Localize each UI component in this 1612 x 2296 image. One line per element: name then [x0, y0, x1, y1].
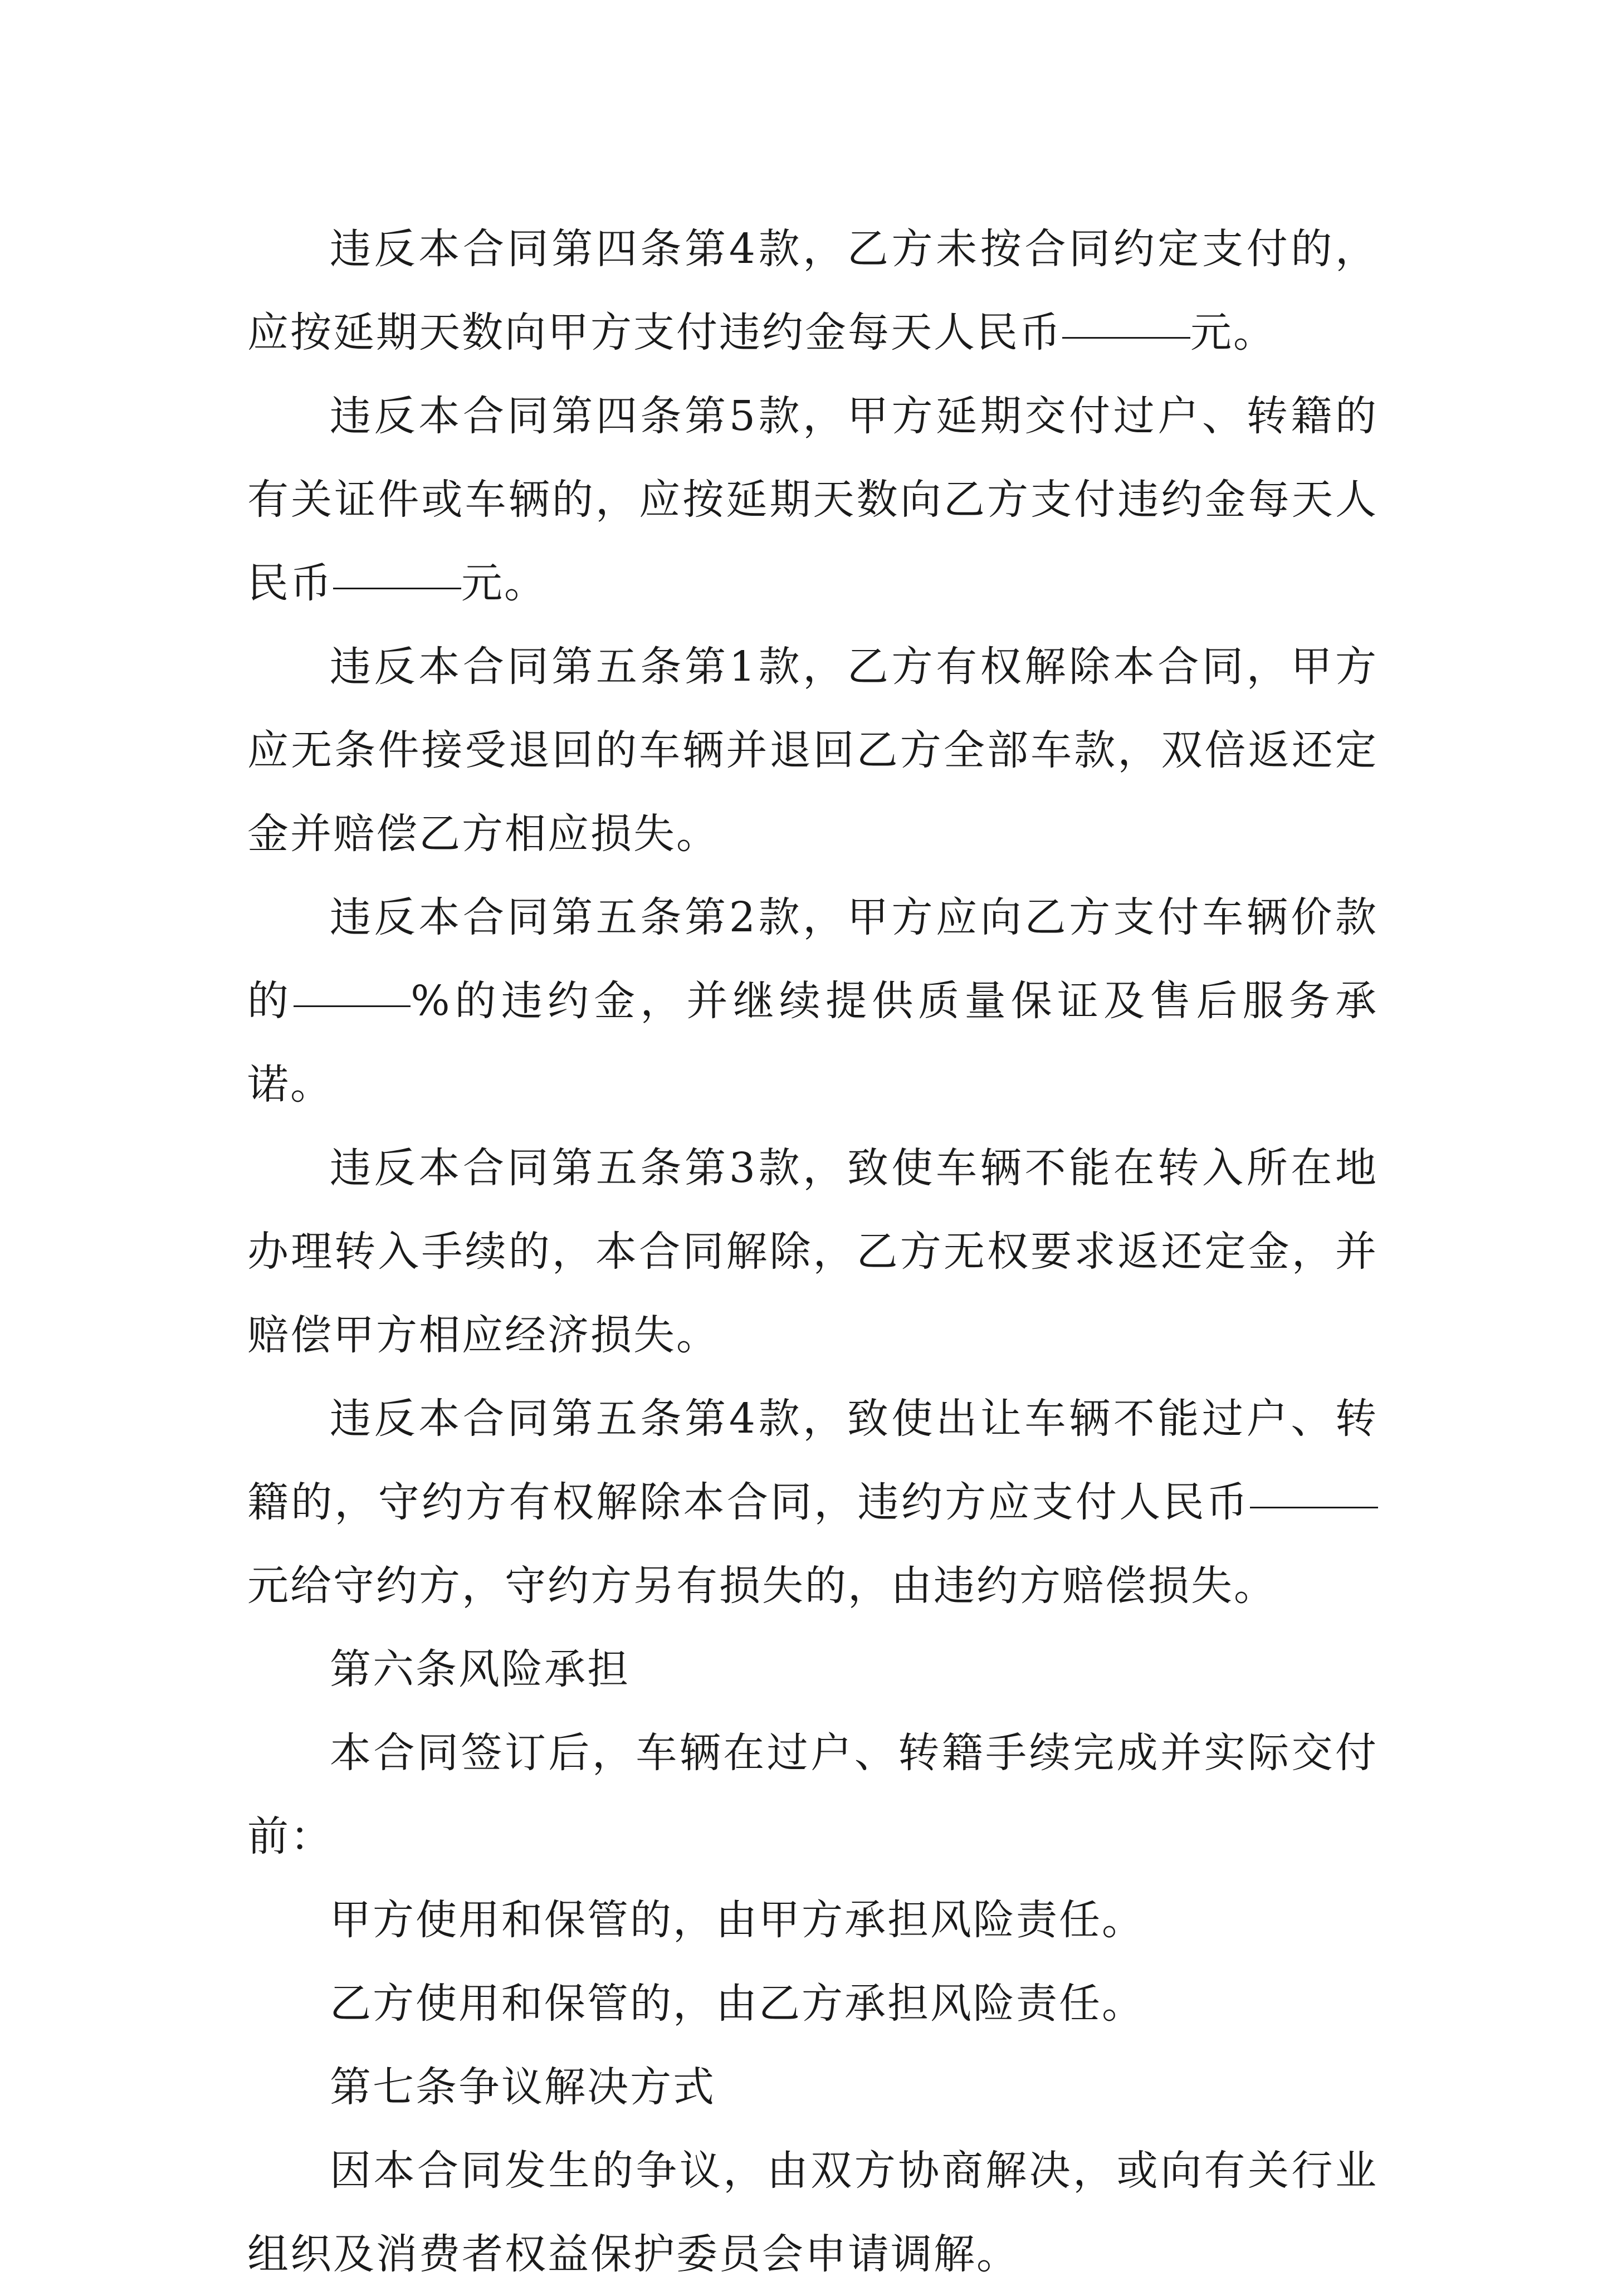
clause-paragraph-3: 违反本合同第五条第1款，乙方有权解除本合同，甲方应无条件接受退回的车辆并退回乙方全部车款，双倍返还定金并赔偿乙方相应损失。 [247, 643, 1378, 858]
clause-paragraph-2 [247, 374, 1378, 625]
clause-text: 违反本合同第四条第5款，甲方延期交付过户、转籍的有关证件或车辆的，应按延期天数向乙方支付违约金每天人民币 [247, 392, 1378, 607]
clause-paragraph-7: 本合同签订后，车辆在过户、转籍手续完成并实际交付前： [247, 1729, 1378, 1860]
clause-paragraph-10: 因本合同发生的争议，由双方协商解决，或向有关行业组织及消费者权益保护委员会申请调解。 [247, 2147, 1378, 2278]
fill-in-blank[interactable] [1062, 336, 1190, 339]
clause-text: 违反本合同第四条第4款，乙方未按合同约定支付的，应按延期天数向甲方支付违约金每天人民币 [247, 225, 1378, 356]
fill-in-blank[interactable] [294, 1005, 411, 1007]
clause-paragraph-5: 违反本合同第五条第3款，致使车辆不能在转入所在地办理转入手续的，本合同解除，乙方无权要求返还定金，并赔偿甲方相应经济损失。 [247, 1144, 1378, 1359]
clause-paragraph-8: 甲方使用和保管的，由甲方承担风险责任。 [330, 1896, 1145, 1944]
section-heading-7: 第七条争议解决方式 [330, 2063, 716, 2111]
clause-text: 元给守约方，守约方另有损失的，由违约方赔偿损失。 [247, 1562, 1277, 1610]
section-heading-6: 第六条风险承担 [330, 1645, 630, 1693]
clause-paragraph-1 [247, 207, 1378, 374]
clause-text: 元。 [461, 559, 547, 607]
clause-paragraph-9: 乙方使用和保管的，由乙方承担风险责任。 [330, 1980, 1145, 2028]
clause-text: 违反本合同第五条第4款，致使出让车辆不能过户、转籍的，守约方有权解除本合同，违约方应支付人民币 [247, 1395, 1378, 1526]
clause-paragraph-6 [247, 1377, 1378, 1628]
clause-text: %的违约金，并继续提供质量保证及售后服务承诺。 [247, 977, 1379, 1108]
fill-in-blank[interactable] [333, 587, 461, 589]
clause-text: 元。 [1190, 309, 1276, 356]
contract-body [247, 207, 1378, 2296]
clause-paragraph-4 [247, 876, 1378, 1126]
clause-text: 违反本合同第五条第2款，甲方应向乙方支付车辆价款的 [247, 893, 1378, 1025]
fill-in-blank[interactable] [1250, 1506, 1378, 1508]
